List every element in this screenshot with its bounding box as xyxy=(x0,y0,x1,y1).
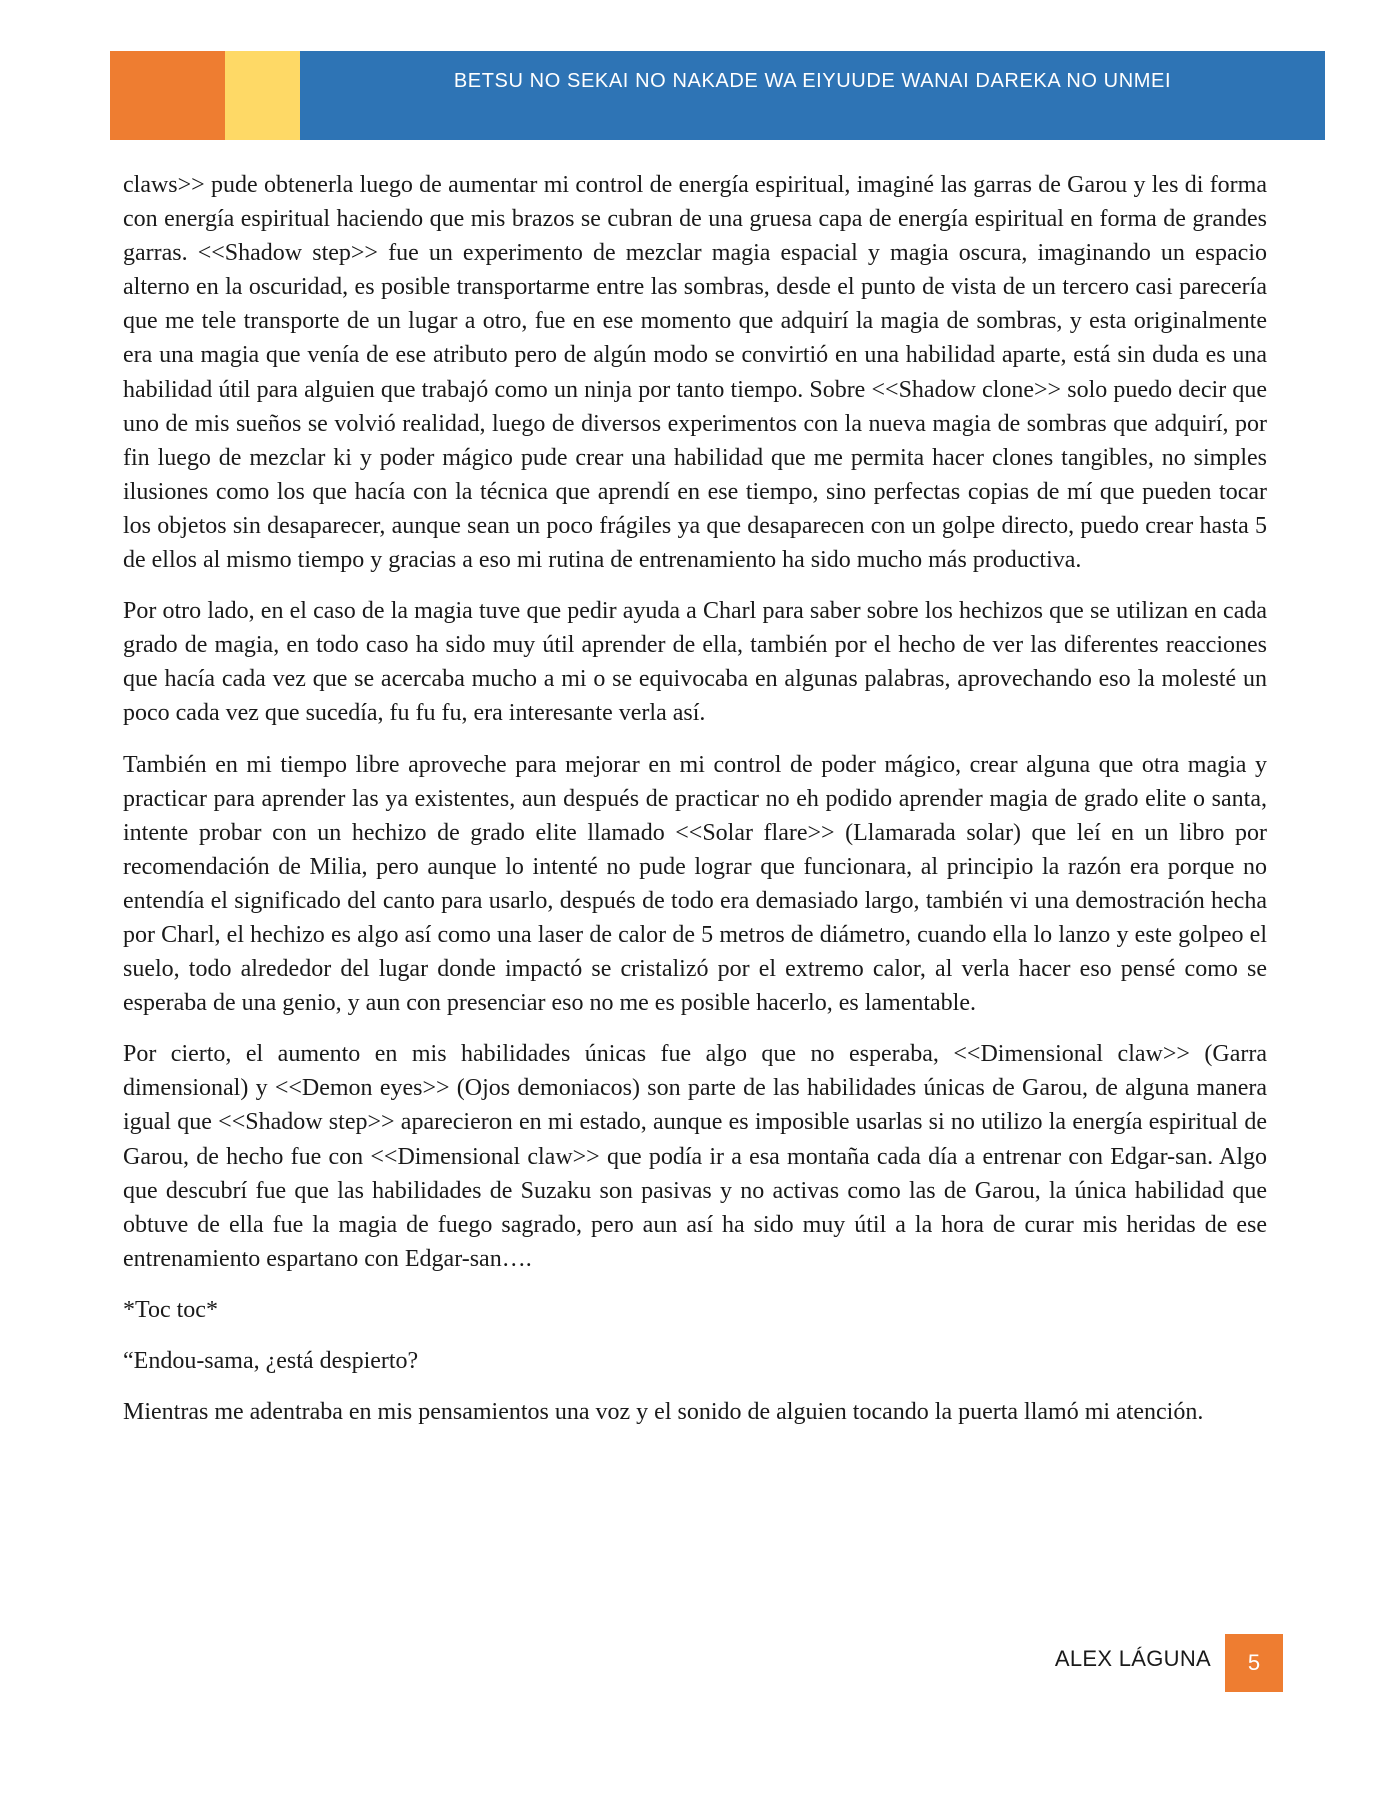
paragraph: Por cierto, el aumento en mis habilidades únicas fue algo que no esperaba, <<Dimensional claw>> (Garra dimensional) y <<Demon eyes>> (Ojos demoniacos) son parte de las habilidades únicas de Garou, de alguna manera igual que <<Shadow step>> aparecieron en mi estado, aunque es imposible usarlas si no utilizo la energía espiritual de Garou, de hecho fue con <<Dimensional claw>> que podía ir a esa montaña cada día a entrenar con Edgar-san. Algo que descubrí fue que las habilidades de Suzaku son pasivas y no activas como las de Garou, la única habilidad que obtuve de ella fue la magia de fuego sagrado, pero aun así ha sido muy útil a la hora de curar mis heridas de ese entrenamiento espartano con Edgar-san…. xyxy=(123,1041,1267,1272)
header-orange-block xyxy=(110,51,225,140)
page-body xyxy=(123,168,1267,1446)
page-footer xyxy=(0,1634,1400,1692)
paragraph: Por otro lado, en el caso de la magia tuve que pedir ayuda a Charl para saber sobre los hechizos que se utilizan en cada grado de magia, en todo caso ha sido muy útil aprender de ella, también por el hecho de ver las diferentes reacciones que hacía cada vez que se acercaba mucho a mi o se equivocaba en algunas palabras, aprovechando eso la molesté un poco cada vez que sucedía, fu fu fu, era interesante verla así. xyxy=(123,598,1267,727)
page-header xyxy=(110,51,1325,140)
paragraph: claws>> pude obtenerla luego de aumentar mi control de energía espiritual, imaginé las garras de Garou y les di forma con energía espiritual haciendo que mis brazos se cubran de una gruesa capa de energía espiritual en forma de grandes garras. <<Shadow step>> fue un experimento de mezclar magia espacial y magia oscura, imaginando un espacio alterno en la oscuridad, es posible transportarme entre las sombras, desde el punto de vista de un tercero casi parecería que me tele transporte de un lugar a otro, fue en ese momento que adquirí la magia de sombras, y esta originalmente era una magia que venía de ese atributo pero de algún modo se convirtió en una habilidad aparte, está sin duda es una habilidad útil para alguien que trabajó como un ninja por tanto tiempo. Sobre <<Shadow clone>> solo puedo decir que uno de mis sueños se volvió realidad, luego de diversos experimentos con la nueva magia de sombras que adquirí, por fin luego de mezclar ki y poder mágico pude crear una habilidad que me permita hacer clones tangibles, no simples ilusiones como los que hacía con la técnica que aprendí en ese tiempo, sino perfectas copias de mí que pueden tocar los objetos sin desaparecer, aunque sean un poco frágiles ya que desaparecen con un golpe directo, puedo crear hasta 5 de ellos al mismo tiempo y gracias a eso mi rutina de entrenamiento ha sido mucho más productiva. xyxy=(123,172,1267,574)
header-title-bar xyxy=(300,51,1325,140)
header-yellow-block xyxy=(225,51,300,140)
page-number: 5 xyxy=(1225,1634,1283,1692)
book-title: BETSU NO SEKAI NO NAKADE WA EIYUUDE WANAI DAREKA NO UNMEI xyxy=(453,70,1172,92)
paragraph: También en mi tiempo libre aproveche para mejorar en mi control de poder mágico, crear alguna que otra magia y practicar para aprender las ya existentes, aun después de practicar no eh podido aprender magia de grado elite o santa, intente probar con un hechizo de grado elite llamado <<Solar flare>> (Llamarada solar) que leí en un libro por recomendación de Milia, pero aunque lo intenté no pude lograr que funcionara, al principio la razón era porque no entendía el significado del canto para usarlo, después de todo era demasiado largo, también vi una demostración hecha por Charl, el hechizo es algo así como una laser de calor de 5 metros de diámetro, cuando ella lo lanzo y este golpeo el suelo, todo alrededor del lugar donde impactó se cristalizó por el extremo calor, al verla hacer eso pensé como se esperaba de una genio, y aun con presenciar eso no me es posible hacerlo, es lamentable. xyxy=(123,751,1267,1017)
paragraph: “Endou-sama, ¿está despierto? xyxy=(123,1348,419,1374)
paragraph: *Toc toc* xyxy=(123,1296,218,1323)
paragraph: Mientras me adentraba en mis pensamientos una voz y el sonido de alguien tocando la puerta llamó mi atención. xyxy=(123,1399,1204,1426)
author-name: ALEX LÁGUNA xyxy=(1054,1646,1211,1671)
